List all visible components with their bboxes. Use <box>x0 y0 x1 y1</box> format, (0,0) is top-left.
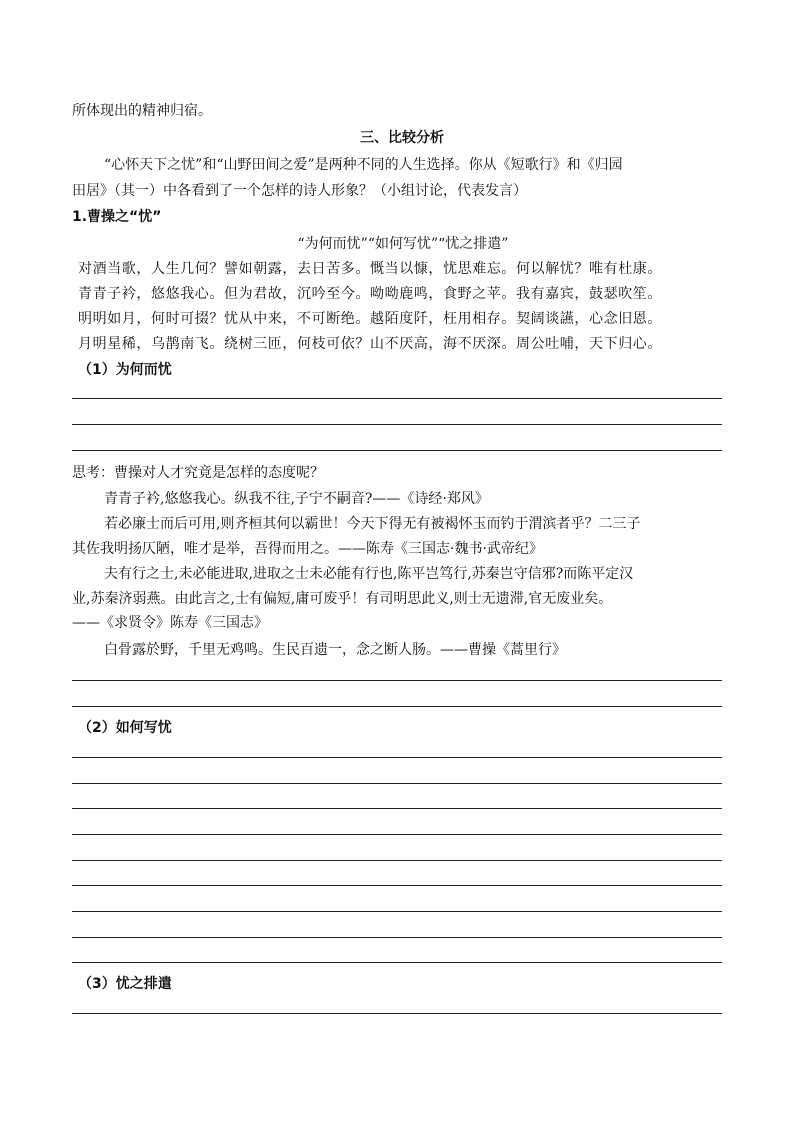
poem-line: 明明如月，何时可掇？忧从中来，不可断绝。越陌度阡，枉用相存。契阔谈讌，心念旧恩。 <box>78 311 662 327</box>
answer-line <box>72 424 722 425</box>
intro-tail-text: 所体现出的精神归宿。 <box>72 103 212 119</box>
question-line-1: “心怀天下之忧”和“山野田间之爱”是两种不同的人生选择。你从《短歌行》和《归园 <box>104 157 623 173</box>
answer-line <box>72 962 722 963</box>
think-quote-line: 青青子衿,悠悠我心。纵我不往,子宁不嗣音?——《诗经·郑风》 <box>104 491 489 507</box>
think-label: 思考：曹操对人才究竟是怎样的态度呢？ <box>72 465 324 481</box>
subtitle-text: “为何而忧”“如何写忧”“忧之排遣” <box>297 236 509 252</box>
answer-line <box>72 706 722 707</box>
answer-line <box>72 757 722 758</box>
answer-line <box>72 860 722 861</box>
think-quote-line: 白骨露於野，千里无鸡鸣。生民百遗一，念之断人肠。——曹操《蒿里行》 <box>104 642 566 658</box>
think-quote-line: 其佐我明扬仄陋，唯才是举，吾得而用之。——陈寿《三国志·魏书·武帝纪》 <box>72 541 543 557</box>
answer-line <box>72 398 722 399</box>
answer-line <box>72 937 722 938</box>
answer-line <box>72 1013 722 1014</box>
section-title-text: 三、比较分析 <box>360 130 444 146</box>
part1-heading: 1.曹操之“忧” <box>72 209 162 225</box>
section-title <box>0 127 794 147</box>
think-quote-line: 夫有行之士,未必能进取,进取之士未必能有行也,陈平岂笃行,苏秦岂守信邪?而陈平定汉 <box>104 566 634 582</box>
question-2-heading: （2）如何写忧 <box>78 720 172 736</box>
question-3-heading: （3）忧之排遣 <box>78 976 172 992</box>
answer-line <box>72 885 722 886</box>
answer-line <box>72 834 722 835</box>
answer-line <box>72 783 722 784</box>
poem-line: 月明星稀，乌鹊南飞。绕树三匝，何枝可依？山不厌高，海不厌深。周公吐哺，天下归心。 <box>78 336 662 352</box>
answer-line <box>72 911 722 912</box>
answer-line <box>72 450 722 451</box>
subtitle <box>0 233 794 253</box>
think-quote-line: 业,苏秦济弱燕。由此言之,士有偏短,庸可废乎！有司明思此义,则士无遗滞,官无废业矣。 <box>72 591 613 607</box>
answer-line <box>72 808 722 809</box>
question-line-2: 田居》（其一）中各看到了一个怎样的诗人形象？（小组讨论，代表发言） <box>72 183 527 199</box>
poem-line: 青青子衿，悠悠我心。但为君故，沉吟至今。呦呦鹿鸣，食野之苹。我有嘉宾，鼓瑟吹笙。 <box>78 286 662 302</box>
answer-line <box>72 680 722 681</box>
poem-line: 对酒当歌，人生几何？譬如朝露，去日苦多。慨当以慷，忧思难忘。何以解忧？唯有杜康。 <box>78 261 662 277</box>
think-quote-line: ——《求贤令》陈寿《三国志》 <box>72 615 268 631</box>
question-1-heading: （1）为何而忧 <box>78 362 172 378</box>
think-quote-line: 若必廉士而后可用,则齐桓其何以霸世！今天下得无有被褐怀玉而钓于渭滨者乎？二三子 <box>104 516 641 532</box>
